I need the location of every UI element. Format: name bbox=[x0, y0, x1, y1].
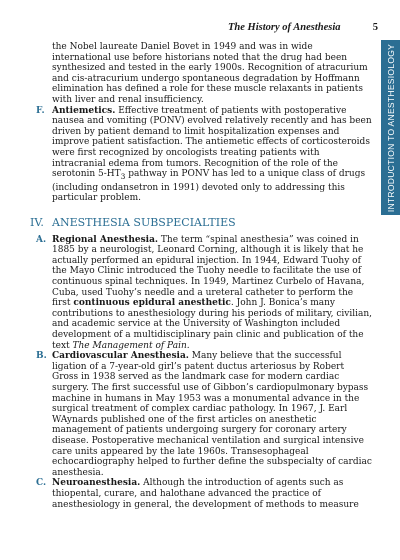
item-text bbox=[52, 478, 373, 510]
bold-term: continuous epidural anesthetic bbox=[73, 298, 231, 309]
page-body bbox=[30, 42, 373, 510]
item-antiemetics bbox=[30, 106, 373, 204]
item-text bbox=[52, 235, 373, 352]
continued-paragraph: the Nobel laureate Daniel Bovet in 1949 and was in wide international use before historians noted that the drug had been synthesized and tested in the early 1900s. Recognition of atracurium and cis-atracurium undergo spontaneous degradation by Hoffmann elimination has defined a role for these muscle relaxants in patients with liver and renal insufficiency. bbox=[52, 42, 368, 105]
chapter-side-tab bbox=[381, 40, 400, 215]
side-tab-label: INTRODUCTION TO ANESTHESIOLOGY bbox=[385, 43, 396, 212]
item-neuroanesthesia bbox=[30, 478, 373, 510]
item-body: Effective treatment of patients with postoperative nausea and vomiting (PONV) evolved relatively recently and has been driven by patient demand to limit hospitalization expenses and improve patient satisfaction. The antiemetic effects of corticosteroids were first recognized by oncologists treating patients with intracranial edema from tumors. Recognition of the role of the serotonin 5-HT bbox=[52, 105, 372, 180]
book-title: The Management of Pain bbox=[72, 340, 187, 351]
item-letter: C. bbox=[36, 478, 47, 489]
item-heading: Antiemetics. bbox=[52, 105, 116, 116]
item-body: Although the introduction of agents such as thiopental, curare, and halothane advanced the practice of anesthesiology in general, the development of methods to measure bbox=[52, 478, 359, 510]
item-letter: B. bbox=[36, 351, 47, 362]
subscript: 3 bbox=[120, 171, 126, 181]
running-title: The History of Anesthesia bbox=[228, 22, 341, 33]
item-text bbox=[52, 106, 373, 204]
section-title: ANESTHESIA SUBSPECIALTIES bbox=[52, 215, 236, 229]
item-body: Many believe that the successful ligation of a 7-year-old girl’s patent ductus arteriosus by Robert Gross in 1938 served as the landmark case for modern cardiac surgery. The first successful use of Gibbon’s cardiopulmonary bypass machine in humans in May 1953 was a monumental advance in the surgical treatment of complex cardiac pathology. In 1967, J. Earl WAynards published one of the first articles on anesthetic management of patients undergoing surgery for coronary artery disease. Postoperative mechanical ventilation and surgical intensive care units appeared by the late 1960s. Transesophageal echocardiography helped to further define the subspecialty of cardiac anesthesia. bbox=[52, 351, 372, 478]
running-header bbox=[228, 22, 378, 36]
item-body-cont: . John J. Bonica’s many contributions to anesthesiology during his periods of military, civilian, and academic service at the University of Washington included development of a multidisciplinary pain clinic and publication of the text bbox=[52, 298, 373, 351]
item-letter: F. bbox=[36, 105, 45, 116]
item-body-end: . bbox=[186, 340, 190, 351]
item-body-cont: pathway in PONV has led to a unique class of drugs (including ondansetron in 1991) devoted only to addressing this particular problem. bbox=[52, 169, 366, 204]
page-number: 5 bbox=[372, 22, 378, 33]
section-number: IV. bbox=[30, 215, 44, 229]
item-heading: Cardiovascular Anesthesia. bbox=[52, 351, 189, 362]
item-letter: A. bbox=[36, 234, 47, 245]
section-heading bbox=[30, 216, 373, 229]
item-heading: Neuroanesthesia. bbox=[52, 478, 141, 489]
item-heading: Regional Anesthesia. bbox=[52, 234, 159, 245]
item-text bbox=[52, 351, 373, 478]
item-cardiovascular-anesthesia bbox=[30, 351, 373, 478]
item-regional-anesthesia bbox=[30, 235, 373, 352]
item-body: The term “spinal anesthesia” was coined in 1885 by a neurologist, Leonard Corning, although it is likely that he actually performed an epidural injection. In 1944, Edward Tuohy of the Mayo Clinic introduced the Tuohy needle to facilitate the use of continuous spinal techniques. In 1949, Martinez Curbelo of Havana, Cuba, used Tuohy’s needle and a ureteral catheter to perform the first bbox=[52, 234, 365, 309]
